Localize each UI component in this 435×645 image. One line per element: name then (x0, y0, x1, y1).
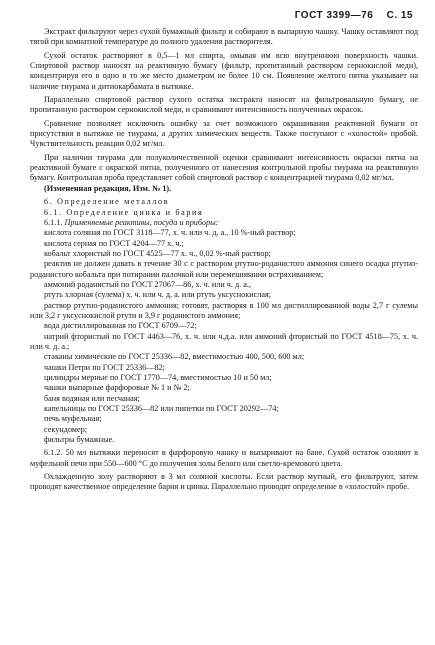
list-item: стаканы химические по ГОСТ 25336—82, вместимостью 400, 500, 600 мл; (44, 352, 305, 362)
list-item: кислота серная по ГОСТ 4204—77 х. ч.; (44, 238, 184, 248)
section-6-1-1-title: Применяемые реактивы, посуда и приборы: (64, 217, 219, 227)
list-item: ртуть хлорная (сулема) х. ч. или ч. д. а. или ртуть уксуснокислая; (44, 290, 271, 300)
list-item: вода дистиллированная по ГОСТ 6709—72; (44, 321, 197, 331)
document-body (30, 27, 418, 493)
list-item: кобальт хлористый по ГОСТ 4525—77 х. ч., 0,02 %-ный раствор; (44, 248, 271, 258)
list-item: секундомер; (44, 424, 87, 434)
paragraph-extract-filtering: Экстракт фильтруют через сухой бумажный фильтр и собирают в выпарную чашку. Чашку оставляют под тягой при комнатной температуре до полного удаления растворителя. (30, 27, 418, 47)
page-number: С. 15 (386, 10, 413, 21)
list-item: раствор ртутно-роданистого аммония; готовят, растворяя в 100 мл дистиллированной воды 2,7 г сулемы или 3,2 г уксуснокислой ртути и 3,9 г роданистого аммония; (30, 300, 418, 320)
list-item: цилиндры мерные по ГОСТ 1770—74, вместимостью 10 и 50 мл; (44, 373, 272, 382)
section-6-1-1-heading (30, 218, 418, 228)
reagents-list (30, 228, 418, 445)
list-item: печь муфельная; (44, 414, 102, 424)
standard-number: ГОСТ 3399—76 (294, 10, 374, 21)
paragraph-dry-residue: Сухой остаток растворяют в 0,5—1 мл спирта, омывая им всю внутреннюю поверхность чашки. Спиртовой раствор наносят на реактивную бумагу (фильтр, пропитанный раствором сернокислой меди), концентрируя его в одно и то же место диаметром не более 10 см. Появление желтого пятна указывает на наличие тиурама и дитиокарбамата в вытяжке. (30, 50, 418, 91)
paragraph-6-1-2: 6.1.2. 50 мл вытяжки переносят в фарфоровую чашку и выпаривают на бане. Сухой остаток озоляют в муфельной печи при 550—600 °С до получения золы белого или светло-кремового цвета. (30, 448, 418, 468)
section-6-1-1-number: 6.1.1. (44, 217, 63, 227)
list-item: аммоний роданистый по ГОСТ 27067—86, х. ч. или ч. д. а., (44, 279, 251, 289)
list-item: чашки выпарные фарфоровые № 1 и № 2; (44, 383, 190, 393)
section-6-heading: 6. Определение металлов (44, 197, 170, 207)
list-item: капельницы по ГОСТ 25336—82 или пипетки по ГОСТ 20292—74; (44, 404, 279, 414)
amendment-note: (Измененная редакция, Изм. № 1). (44, 183, 172, 193)
page-header (285, 10, 413, 21)
list-item: реактив не должен давать в течение 30 с с раствором ртутно-роданистого аммония синего осадка ртутно-роданистого кобальта при потирании палочкой или перемешивании встряхиванием; (30, 259, 418, 279)
list-item: кислота соляная по ГОСТ 3118—77, х. ч. или ч. д. а., 10 %-ный раствор; (44, 228, 296, 238)
paragraph-parallel-test: Параллельно спиртовой раствор сухого остатка экстракта наносят на фильтровальную бумагу, не пропитанную раствором сернокислой меди, и сравнивают интенсивность полученных окрасок. (30, 95, 418, 115)
paragraph-6-1-3: Охлажденную золу растворяют в 3 мл соляной кислоты. Если раствор мутный, его фильтруют, затем проводят качественное определение бария и цинка. Параллельно проводят определение в «холостой» пробе. (30, 472, 418, 492)
list-item: чашки Петри по ГОСТ 25336—82; (44, 362, 165, 372)
section-6-1-heading: 6.1. Определение цинка и бария (44, 207, 204, 217)
list-item: фильтры бумажные. (44, 435, 115, 445)
list-item: натрий фтористый по ГОСТ 4463—76, х. ч. или ч.д.а. или аммоний фтористый по ГОСТ 4518—75, х. ч. или ч. д. а.; (30, 331, 418, 351)
paragraph-semi-quantitative: При наличии тиурама для полуколичественной оценки сравнивают интенсивность окраски пятна на реактивной бумаге с окраской пятна, полученного от нанесения контрольной пробы тиурама на реактивную бумагу. Контрольная проба представляет собой спиртовой раствор с концентрацией тиурама 0,02 мг/мл. (30, 152, 418, 183)
list-item: баня водяная или песчаная; (44, 393, 140, 403)
paragraph-comparison: Сравнение позволяет исключить ошибку за счет возможного окрашивания реактивной бумаги от присутствия в вытяжке не тиурама, а других химических веществ. Также поступают с «холостой» пробой. Чувствительность реакции 0,02 мг/мл. (30, 118, 418, 149)
